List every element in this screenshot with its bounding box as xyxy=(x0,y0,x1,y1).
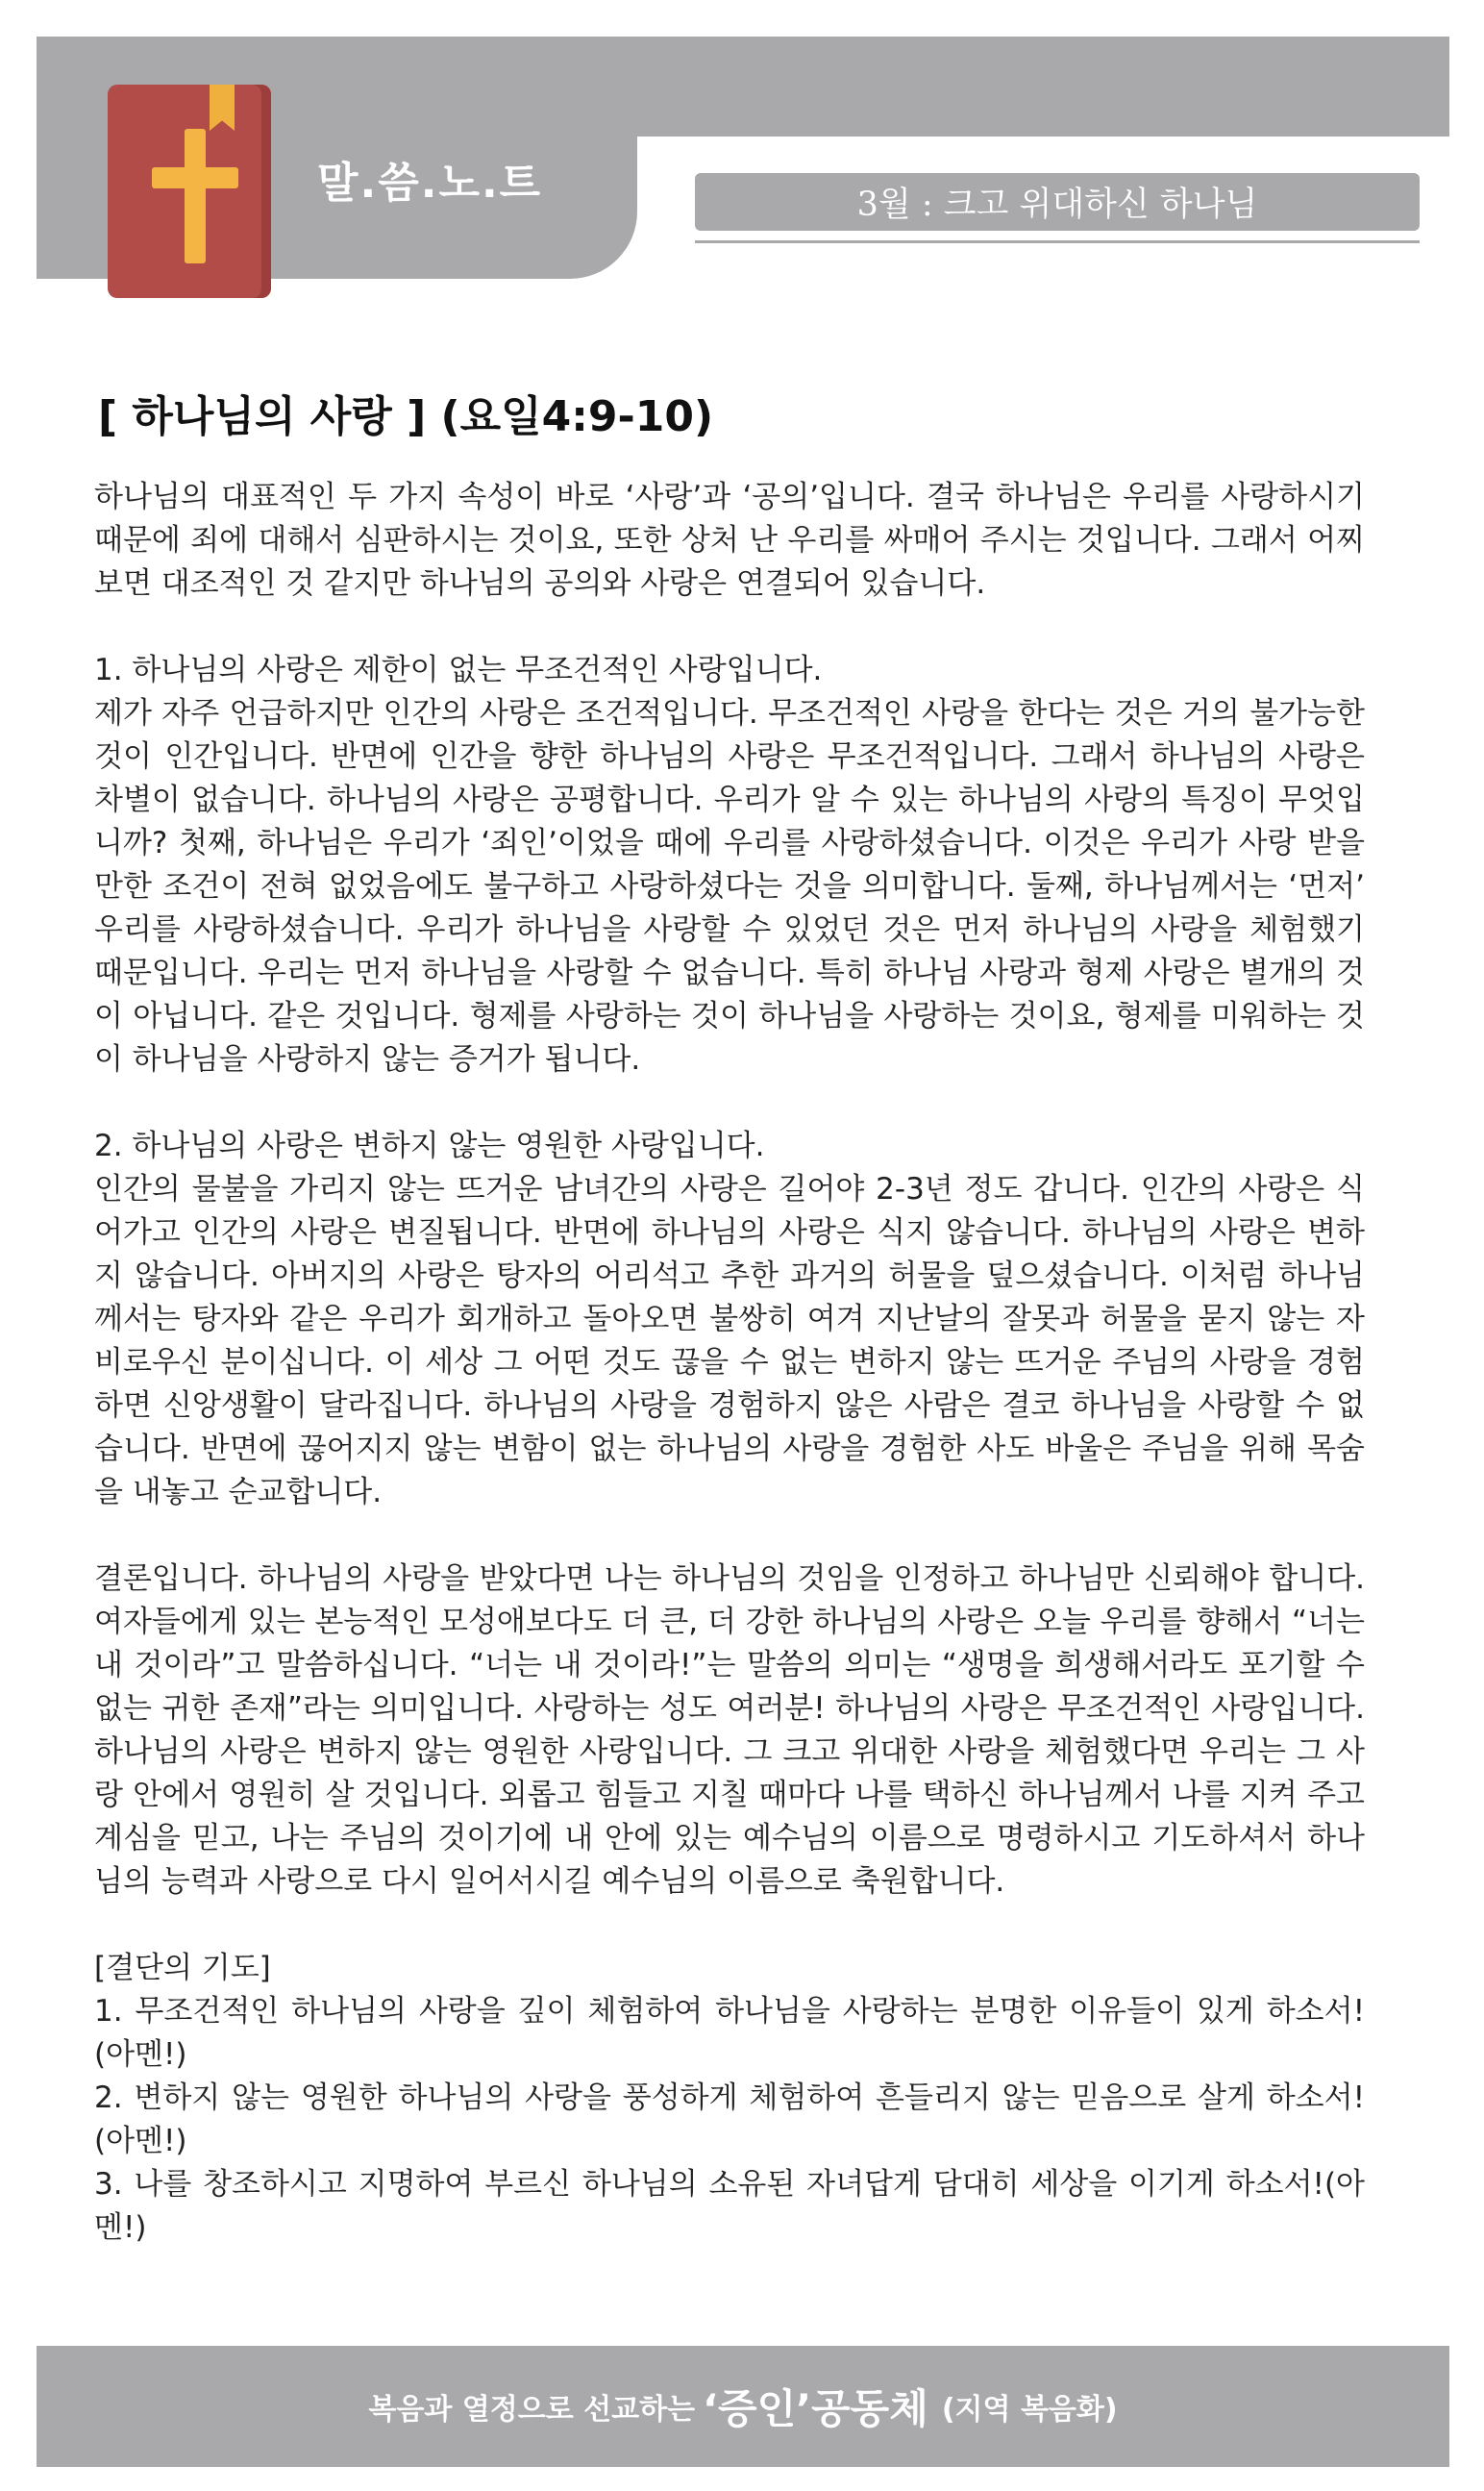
footer-suffix: (지역 복음화) xyxy=(941,2393,1118,2427)
point-1-heading: 1. 하나님의 사랑은 제한이 없는 무조건적인 사랑입니다. xyxy=(94,653,823,687)
sermon-body xyxy=(94,476,1365,2250)
bookmark-icon xyxy=(210,85,235,131)
footer xyxy=(37,2346,1449,2467)
footer-emphasis: ‘증인’공동체 xyxy=(703,2385,928,2432)
point-2-body: 인간의 물불을 가리지 않는 뜨거운 남녀간의 사랑은 길어야 2-3년 정도 갑니다. 인간의 사랑은 식어가고 인간의 사랑은 변질됩니다. 반면에 하나님의 사랑은 식지 않습니다. 하나님의 사랑은 변하지 않습니다. 아버지의 사랑은 탕자의 어리석고 추한 과거의 허물을 덮으셨습니다. 이처럼 하나님께서는 탕자와 같은 우리가 회개하고 돌아오면 불쌍히 여겨 지난날의 잘못과 허물을 묻지 않는 자비로우신 분이십니다. 이 세상 그 어떤 것도 끊을 수 없는 변하지 않는 뜨거운 주님의 사랑을 경험하면 신앙생활이 달라집니다. 하나님의 사랑을 경험하지 않은 사람은 결코 하나님을 사랑할 수 없습니다. 반면에 끊어지지 않는 변함이 없는 하나님의 사랑을 경험한 사도 바울은 주님을 위해 목숨을 내놓고 순교합니다. xyxy=(94,1172,1365,1509)
bible-icon xyxy=(108,85,271,298)
prayer-item: 2. 변하지 않는 영원한 하나님의 사랑을 풍성하게 체험하여 흔들리지 않는 믿음으로 살게 하소서!(아멘!) xyxy=(94,2080,1365,2158)
prayer-item: 3. 나를 창조하시고 지명하여 부르신 하나님의 소유된 자녀답게 담대히 세상을 이기게 하소서!(아멘!) xyxy=(94,2167,1365,2245)
prayer-heading: [결단의 기도] xyxy=(94,1951,271,1985)
cross-icon xyxy=(185,129,206,263)
intro-paragraph: 하나님의 대표적인 두 가지 속성이 바로 ‘사랑’과 ‘공의’입니다. 결국 하나님은 우리를 사랑하시기 때문에 죄에 대해서 심판하시는 것이요, 또한 상처 난 우리를 싸매어 주시는 것입니다. 그래서 어찌 보면 대조적인 것 같지만 하나님의 공의와 사랑은 연결되어 있습니다. xyxy=(94,480,1365,601)
month-theme-box xyxy=(695,173,1420,231)
cross-icon-bar xyxy=(152,167,238,188)
point-2-heading: 2. 하나님의 사랑은 변하지 않는 영원한 사랑입니다. xyxy=(94,1129,765,1163)
brand-title: 말.씀.노.트 xyxy=(317,159,543,208)
point-1-body: 제가 자주 언급하지만 인간의 사랑은 조건적입니다. 무조건적인 사랑을 한다는 것은 거의 불가능한 것이 인간입니다. 반면에 인간을 향한 하나님의 사랑은 무조건적입니다. 그래서 하나님의 사랑은 차별이 없습니다. 하나님의 사랑은 공평합니다. 우리가 알 수 있는 하나님의 사랑의 특징이 무엇입니까? 첫째, 하나님은 우리가 ‘죄인’이었을 때에 우리를 사랑하셨습니다. 이것은 우리가 사랑 받을 만한 조건이 전혀 없었음에도 불구하고 사랑하셨다는 것을 의미합니다. 둘째, 하나님께서는 ‘먼저’ 우리를 사랑하셨습니다. 우리가 하나님을 사랑할 수 있었던 것은 먼저 하나님의 사랑을 체험했기 때문입니다. 우리는 먼저 하나님을 사랑할 수 없습니다. 특히 하나님 사랑과 형제 사랑은 별개의 것이 아닙니다. 같은 것입니다. 형제를 사랑하는 것이 하나님을 사랑하는 것이요, 형제를 미워하는 것이 하나님을 사랑하지 않는 증거가 됩니다. xyxy=(94,696,1365,1077)
footer-prefix: 복음과 열정으로 선교하는 xyxy=(368,2393,696,2427)
prayer-item: 1. 무조건적인 하나님의 사랑을 깊이 체험하여 하나님을 사랑하는 분명한 이유들이 있게 하소서!(아멘!) xyxy=(94,1994,1365,2072)
conclusion-paragraph: 결론입니다. 하나님의 사랑을 받았다면 나는 하나님의 것임을 인정하고 하나님만 신뢰해야 합니다. 여자들에게 있는 본능적인 모성애보다도 더 큰, 더 강한 하나님의 사랑은 오늘 우리를 향해서 “너는 내 것이라”고 말씀하십니다. “너는 내 것이라!”는 말씀의 의미는 “생명을 희생해서라도 포기할 수 없는 귀한 존재”라는 의미입니다. 사랑하는 성도 여러분! 하나님의 사랑은 무조건적인 사랑입니다. 하나님의 사랑은 변하지 않는 영원한 사랑입니다. 그 크고 위대한 사랑을 체험했다면 우리는 그 사랑 안에서 영원히 살 것입니다. 외롭고 힘들고 지칠 때마다 나를 택하신 하나님께서 나를 지켜 주고 계심을 믿고, 나는 주님의 것이기에 내 안에 있는 예수님의 이름으로 명령하시고 기도하셔서 하나님의 능력과 사랑으로 다시 일어서시길 예수님의 이름으로 축원합니다. xyxy=(94,1561,1365,1899)
month-theme-text: 3월 : 크고 위대하신 하나님 xyxy=(856,186,1258,224)
sermon-title: [ 하나님의 사랑 ] (요일4:9-10) xyxy=(98,392,714,441)
header xyxy=(37,37,1449,279)
month-theme-underline xyxy=(695,240,1420,243)
